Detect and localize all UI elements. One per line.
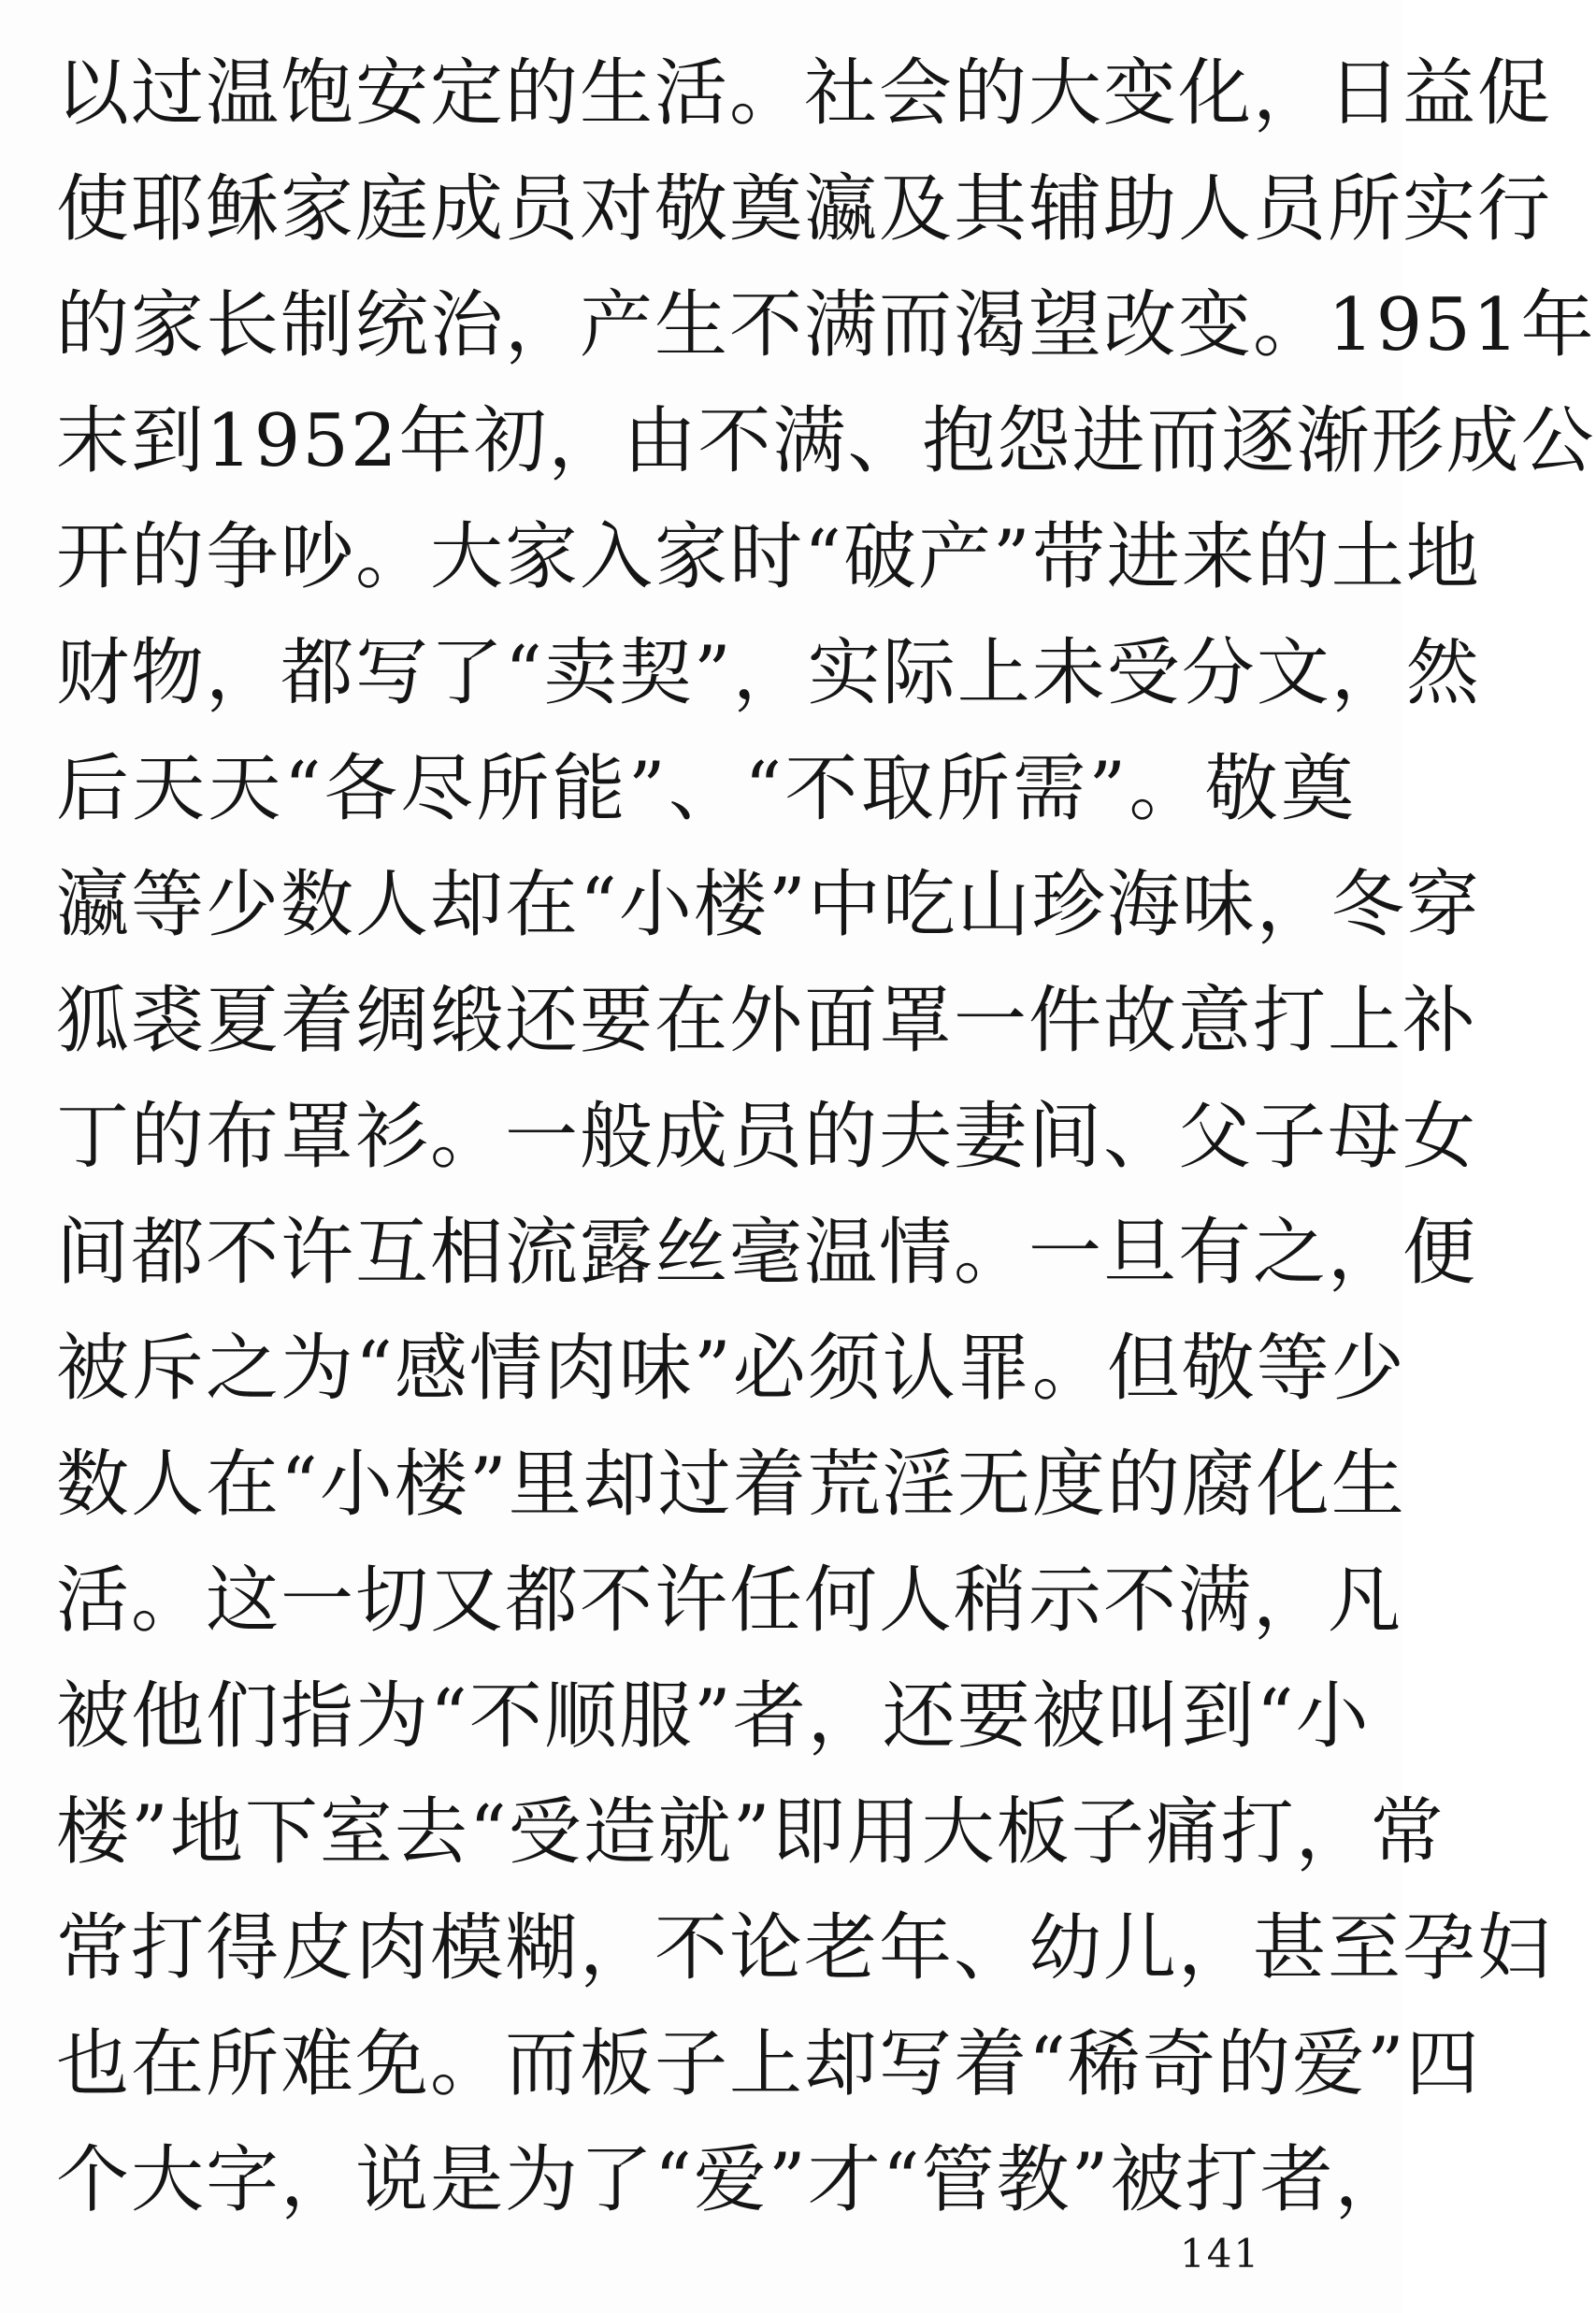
page-number: 141 — [1180, 2231, 1261, 2277]
text-line-9: 狐裘夏着绸缎还要在外面罩一件故意打上补 — [56, 979, 1478, 1063]
text-line-2: 使耶稣家庭成员对敬奠瀛及其辅助人员所实行 — [56, 167, 1553, 251]
text-line-15: 被他们指为“不顺服”者，还要被叫到“小 — [56, 1674, 1371, 1759]
text-line-16: 楼”地下室去“受造就”即用大板子痛打，常 — [56, 1790, 1445, 1875]
text-line-13: 数人在“小楼”里却过着荒淫无度的腐化生 — [56, 1443, 1406, 1527]
text-line-7: 后天天“各尽所能”、“不取所需”。敬奠 — [56, 747, 1356, 831]
text-line-17: 常打得皮肉模糊，不论老年、幼儿，甚至孕妇 — [56, 1906, 1553, 1990]
text-line-4: 末到1952年初，由不满、抱怨进而逐渐形成公 — [56, 399, 1596, 483]
text-line-8: 瀛等少数人却在“小楼”中吃山珍海味，冬穿 — [56, 863, 1481, 947]
text-line-19: 个大字，说是为了“爱”才“管教”被打者， — [56, 2138, 1410, 2222]
text-line-6: 财物，都写了“卖契”，实际上未受分文，然 — [56, 631, 1481, 715]
text-line-1: 以过温饱安定的生活。社会的大变化，日益促 — [56, 51, 1553, 136]
text-line-18: 也在所难免。而板子上却写着“稀奇的爱”四 — [56, 2022, 1481, 2106]
text-line-10: 丁的布罩衫。一般成员的夫妻间、父子母女 — [56, 1095, 1478, 1179]
text-line-11: 间都不许互相流露丝毫温情。一旦有之，便 — [56, 1211, 1478, 1295]
text-line-5: 开的争吵。大家入家时“破产”带进来的土地 — [56, 515, 1481, 599]
text-line-3: 的家长制统治，产生不满而渴望改变。1951年 — [56, 283, 1596, 367]
text-line-14: 活。这一切又都不许任何人稍示不满，凡 — [56, 1559, 1403, 1643]
body-text — [56, 36, 1596, 2238]
text-line-12: 被斥之为“感情肉味”必须认罪。但敬等少 — [56, 1327, 1406, 1411]
